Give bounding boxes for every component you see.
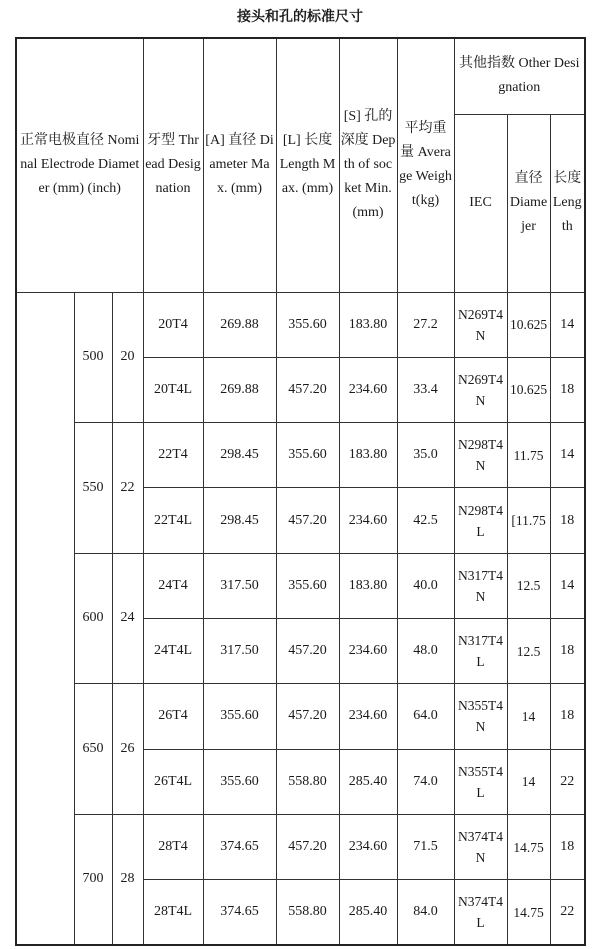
group-mm: 650 — [74, 684, 112, 815]
weight-cell: 48.0 — [397, 618, 454, 683]
length-cell: 558.80 — [276, 880, 339, 945]
depth-cell: 234.60 — [339, 357, 397, 422]
depth-cell: 234.60 — [339, 618, 397, 683]
other-diameter-cell: 14.75 — [507, 814, 550, 879]
nominal-diameter-header: 正常电极直径 Nominal Electrode Diameter (mm) (inch) — [16, 38, 143, 292]
thread-cell: 22T4L — [143, 488, 203, 553]
weight-cell: 74.0 — [397, 749, 454, 814]
diameter-cell: 317.50 — [203, 618, 276, 683]
length-cell: 355.60 — [276, 292, 339, 357]
other-diameter-cell: 14.75 — [507, 880, 550, 945]
other-length-cell: 14 — [550, 553, 585, 618]
depth-cell: 285.40 — [339, 749, 397, 814]
socket-depth-header: [S] 孔的深度 Depth of socket Min. (mm) — [339, 38, 397, 292]
thread-cell: 28T4 — [143, 814, 203, 879]
other-designation-header: 其他指数 Other Designation — [454, 38, 585, 114]
group-inch: 22 — [112, 423, 143, 554]
diameter-cell: 298.45 — [203, 488, 276, 553]
other-length-header: 长度 Length — [550, 114, 585, 292]
length-cell: 355.60 — [276, 423, 339, 488]
other-length-cell: 18 — [550, 814, 585, 879]
table-title: 接头和孔的标准尺寸 — [237, 9, 363, 25]
average-weight-header: 平均重量 Average Weight(kg) — [397, 38, 454, 292]
group-mm: 700 — [74, 814, 112, 945]
iec-cell: N269T4N — [454, 292, 507, 357]
diameter-cell: 269.88 — [203, 292, 276, 357]
iec-cell: N355T4N — [454, 684, 507, 749]
other-diameter-cell: 14 — [507, 684, 550, 749]
iec-cell: N317T4L — [454, 618, 507, 683]
group-inch: 26 — [112, 684, 143, 815]
weight-cell: 33.4 — [397, 357, 454, 422]
depth-cell: 183.80 — [339, 553, 397, 618]
group-mm: 500 — [74, 292, 112, 423]
iec-cell: N374T4N — [454, 814, 507, 879]
thread-cell: 26T4 — [143, 684, 203, 749]
table-row — [16, 814, 585, 879]
thread-cell: 24T4L — [143, 618, 203, 683]
thread-cell: 26T4L — [143, 749, 203, 814]
group-inch: 28 — [112, 814, 143, 945]
diameter-cell: 374.65 — [203, 880, 276, 945]
length-cell: 355.60 — [276, 553, 339, 618]
other-diameter-cell: [11.75 — [507, 488, 550, 553]
diameter-cell: 298.45 — [203, 423, 276, 488]
thread-cell: 20T4L — [143, 357, 203, 422]
iec-cell: N355T4L — [454, 749, 507, 814]
diameter-cell: 269.88 — [203, 357, 276, 422]
depth-cell: 234.60 — [339, 488, 397, 553]
thread-designation-header: 牙型 Thread Designation — [143, 38, 203, 292]
other-diameter-header: 直径 Diamejer — [507, 114, 550, 292]
diameter-cell: 355.60 — [203, 749, 276, 814]
blank-cell — [16, 292, 74, 945]
standard-dimensions-table — [15, 37, 586, 946]
iec-cell: N298T4N — [454, 423, 507, 488]
group-inch: 24 — [112, 553, 143, 684]
iec-cell: N269T4N — [454, 357, 507, 422]
diameter-cell: 374.65 — [203, 814, 276, 879]
length-cell: 457.20 — [276, 684, 339, 749]
iec-header: IEC — [454, 114, 507, 292]
other-length-cell: 14 — [550, 292, 585, 357]
iec-cell: N317T4N — [454, 553, 507, 618]
weight-cell: 64.0 — [397, 684, 454, 749]
length-cell: 457.20 — [276, 618, 339, 683]
other-length-cell: 22 — [550, 749, 585, 814]
group-inch: 20 — [112, 292, 143, 423]
other-length-cell: 18 — [550, 618, 585, 683]
weight-cell: 84.0 — [397, 880, 454, 945]
depth-cell: 234.60 — [339, 684, 397, 749]
thread-cell: 22T4 — [143, 423, 203, 488]
other-length-cell: 22 — [550, 880, 585, 945]
table-row — [16, 423, 585, 488]
thread-cell: 28T4L — [143, 880, 203, 945]
group-mm: 550 — [74, 423, 112, 554]
length-max-header: [L] 长度 Length Max. (mm) — [276, 38, 339, 292]
weight-cell: 40.0 — [397, 553, 454, 618]
other-diameter-cell: 10.625 — [507, 292, 550, 357]
table-row — [16, 292, 585, 357]
length-cell: 457.20 — [276, 357, 339, 422]
depth-cell: 234.60 — [339, 814, 397, 879]
weight-cell: 71.5 — [397, 814, 454, 879]
thread-cell: 20T4 — [143, 292, 203, 357]
diameter-cell: 317.50 — [203, 553, 276, 618]
table-row — [16, 684, 585, 749]
iec-cell: N298T4L — [454, 488, 507, 553]
weight-cell: 42.5 — [397, 488, 454, 553]
length-cell: 457.20 — [276, 488, 339, 553]
other-length-cell: 14 — [550, 423, 585, 488]
depth-cell: 183.80 — [339, 292, 397, 357]
other-diameter-cell: 12.5 — [507, 618, 550, 683]
weight-cell: 27.2 — [397, 292, 454, 357]
diameter-cell: 355.60 — [203, 684, 276, 749]
other-length-cell: 18 — [550, 684, 585, 749]
length-cell: 558.80 — [276, 749, 339, 814]
other-length-cell: 18 — [550, 488, 585, 553]
table-row — [16, 553, 585, 618]
group-mm: 600 — [74, 553, 112, 684]
other-diameter-cell: 12.5 — [507, 553, 550, 618]
depth-cell: 285.40 — [339, 880, 397, 945]
thread-cell: 24T4 — [143, 553, 203, 618]
other-diameter-cell: 10.625 — [507, 357, 550, 422]
other-diameter-cell: 11.75 — [507, 423, 550, 488]
diameter-max-header: [A] 直径 Diameter Max. (mm) — [203, 38, 276, 292]
other-diameter-cell: 14 — [507, 749, 550, 814]
other-length-cell: 18 — [550, 357, 585, 422]
weight-cell: 35.0 — [397, 423, 454, 488]
depth-cell: 183.80 — [339, 423, 397, 488]
iec-cell: N374T4L — [454, 880, 507, 945]
length-cell: 457.20 — [276, 814, 339, 879]
